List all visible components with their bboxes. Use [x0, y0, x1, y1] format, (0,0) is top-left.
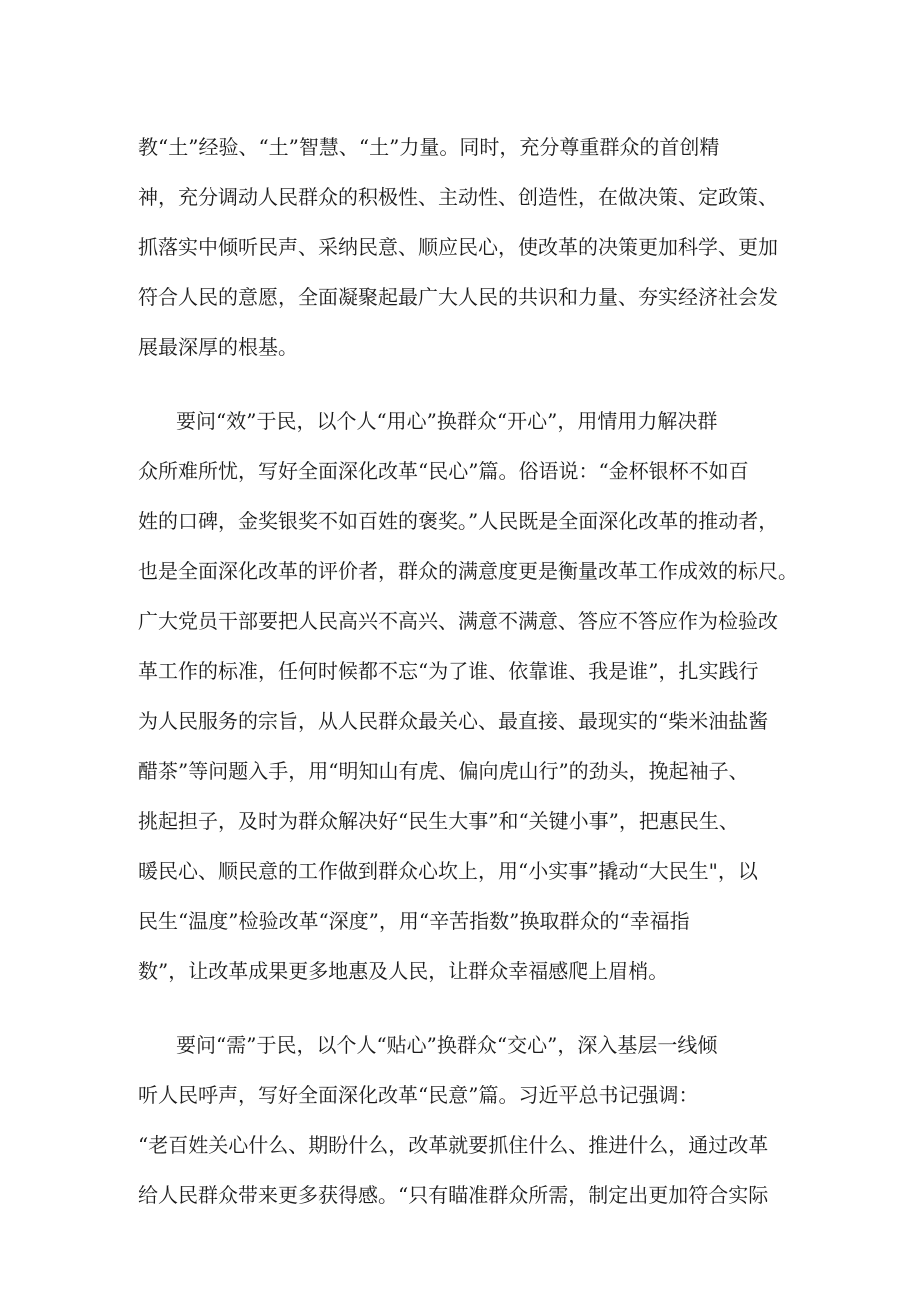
text-line: 要问“需”于民，以个人“贴心”换群众“交心”，深入基层一线倾	[176, 1033, 718, 1057]
text-line: 革工作的标准，任何时候都不忘“为了谁、依靠谁、我是谁”，扎实践行	[138, 659, 759, 683]
text-line: 姓的口碑，金奖银奖不如百姓的褒奖。”人民既是全面深化改革的推动者，	[138, 509, 779, 533]
text-line: 为人民服务的宗旨，从人民群众最关心、最直接、最现实的“柴米油盐酱	[138, 709, 769, 733]
text-line: 醋茶”等问题入手，用“明知山有虎、偏向虎山行”的劲头，挽起袖子、	[138, 759, 749, 783]
text-line: 民生“温度”检验改革“深度”，用“辛苦指数”换取群众的“幸福指	[138, 909, 690, 933]
text-line: 广大党员干部要把人民高兴不高兴、满意不满意、答应不答应作为检验改	[138, 609, 778, 633]
text-line: 符合人民的意愿，全面凝聚起最广大人民的共识和力量、夯实经济社会发	[138, 285, 778, 309]
text-line: 众所难所忧，写好全面深化改革“民心”篇。俗语说：“金杯银杯不如百	[138, 459, 749, 483]
text-line: 展最深厚的根基。	[138, 335, 298, 359]
text-line: 听人民呼声，写好全面深化改革“民意”篇。习近平总书记强调：	[138, 1083, 699, 1107]
text-line: 神，充分调动人民群众的积极性、主动性、创造性，在做决策、定政策、	[138, 185, 778, 209]
text-line: 教“土”经验、“土”智慧、“土”力量。同时，充分尊重群众的首创精	[138, 135, 720, 159]
text-line: “老百姓关心什么、期盼什么，改革就要抓住什么、推进什么，通过改革	[138, 1133, 769, 1157]
text-line: 给人民群众带来更多获得感。“只有瞄准群众所需，制定出更加符合实际	[138, 1183, 769, 1207]
text-line: 要问“效”于民，以个人“用心”换群众“开心”，用情用力解决群	[176, 409, 718, 433]
text-line: 挑起担子，及时为群众解决好“民生大事”和“关键小事”，把惠民生、	[138, 809, 739, 833]
text-line: 也是全面深化改革的评价者，群众的满意度更是衡量改革工作成效的标尺。	[138, 559, 798, 583]
text-line: 暖民心、顺民意的工作做到群众心坎上，用“小实事”撬动“大民生"，以	[138, 859, 758, 883]
text-line: 抓落实中倾听民声、采纳民意、顺应民心，使改革的决策更加科学、更加	[138, 235, 778, 259]
text-line: 数”，让改革成果更多地惠及人民，让群众幸福感爬上眉梢。	[138, 959, 669, 983]
